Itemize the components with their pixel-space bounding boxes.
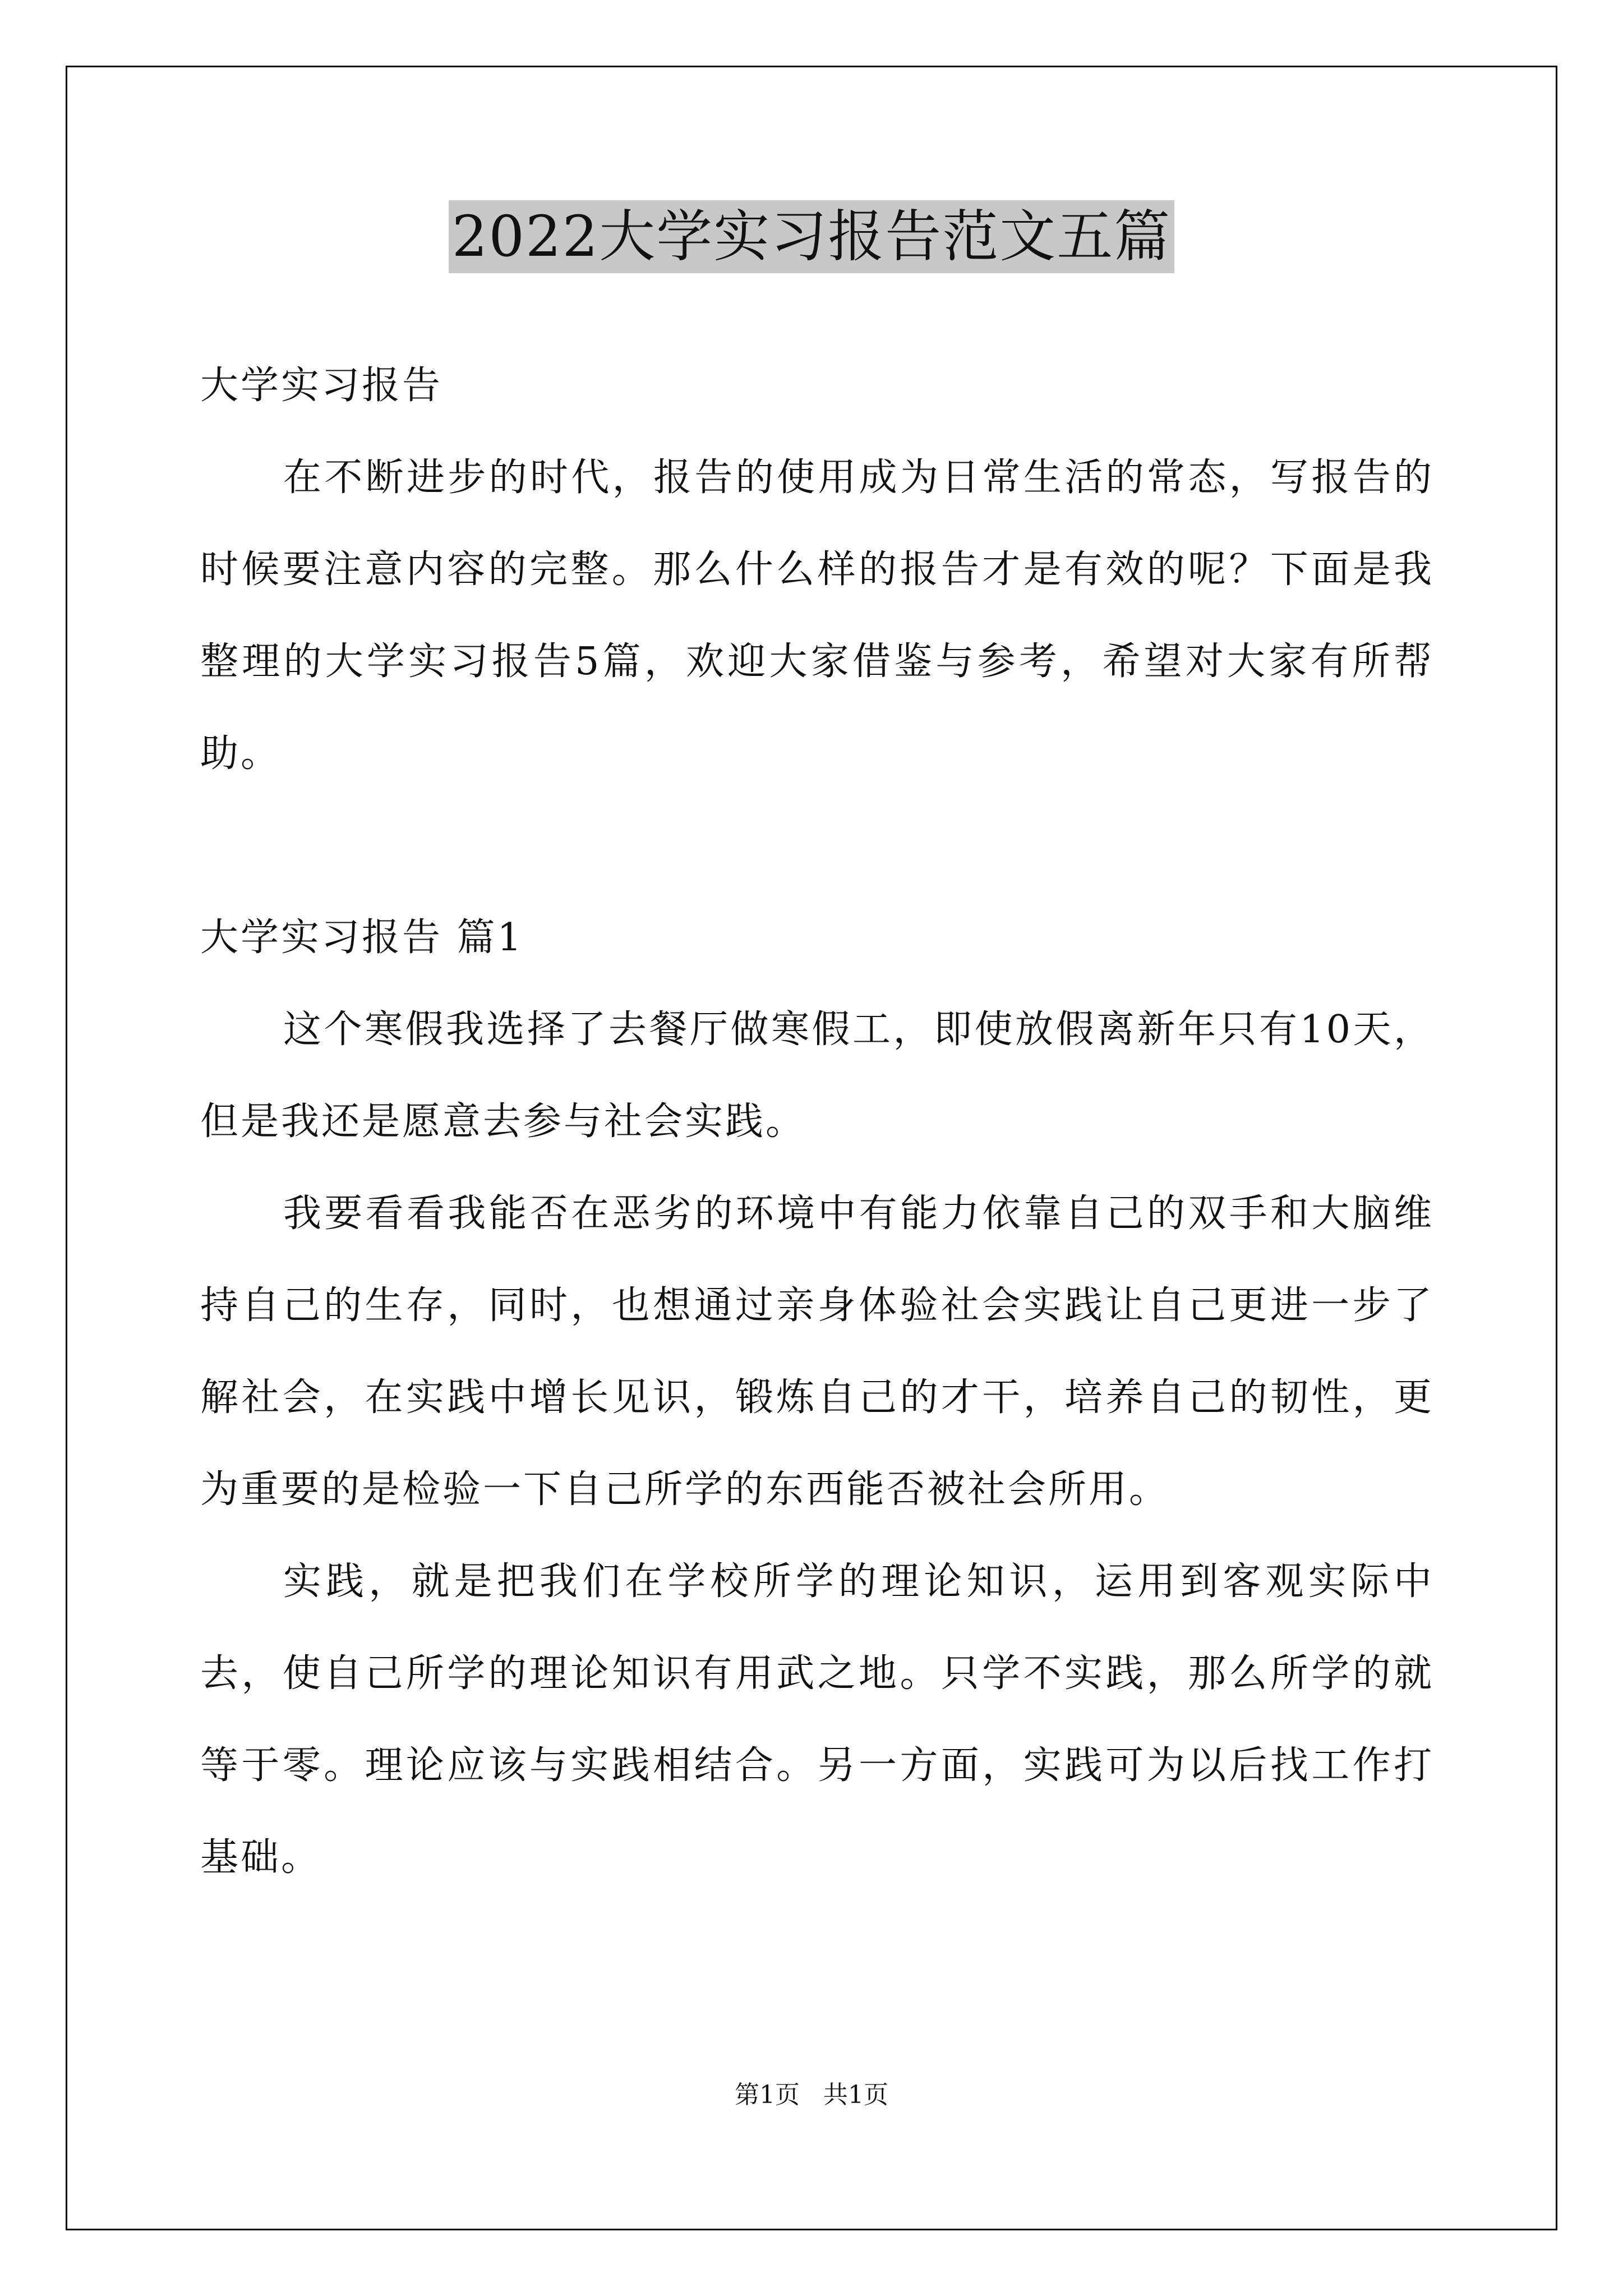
document-body (200, 340, 1434, 1904)
page-footer (0, 2078, 1623, 2112)
section1-paragraph-1: 这个寒假我选择了去餐厅做寒假工，即使放假离新年只有10天，但是我还是愿意去参与社会实践。 (200, 1007, 1434, 1144)
section1-paragraph-2: 我要看看我能否在恶劣的环境中有能力依靠自己的双手和大脑维持自己的生存，同时，也想通过亲身体验社会实践让自己更进一步了解社会，在实践中增长见识，锻炼自己的才干，培养自己的韧性，更为重要的是检验一下自己所学的东西能否被社会所用。 (200, 1191, 1434, 1512)
intro-heading: 大学实习报告 (200, 364, 443, 408)
intro-paragraph: 在不断进步的时代，报告的使用成为日常生活的常态，写报告的时候要注意内容的完整。那么什么样的报告才是有效的呢？下面是我整理的大学实习报告5篇，欢迎大家借鉴与参考，希望对大家有所帮助。 (200, 455, 1434, 776)
document-title: 2022大学实习报告范文五篇 (449, 200, 1175, 273)
page-number-current: 第1页 (735, 2081, 800, 2109)
title-container (0, 200, 1623, 273)
page-number-total: 共1页 (823, 2081, 888, 2109)
section1-heading: 大学实习报告 篇1 (200, 915, 524, 960)
section1-paragraph-3: 实践，就是把我们在学校所学的理论知识，运用到客观实际中去，使自己所学的理论知识有用武之地。只学不实践，那么所学的就等于零。理论应该与实践相结合。另一方面，实践可为以后找工作打基础。 (200, 1559, 1434, 1880)
section-spacer (200, 800, 1434, 892)
